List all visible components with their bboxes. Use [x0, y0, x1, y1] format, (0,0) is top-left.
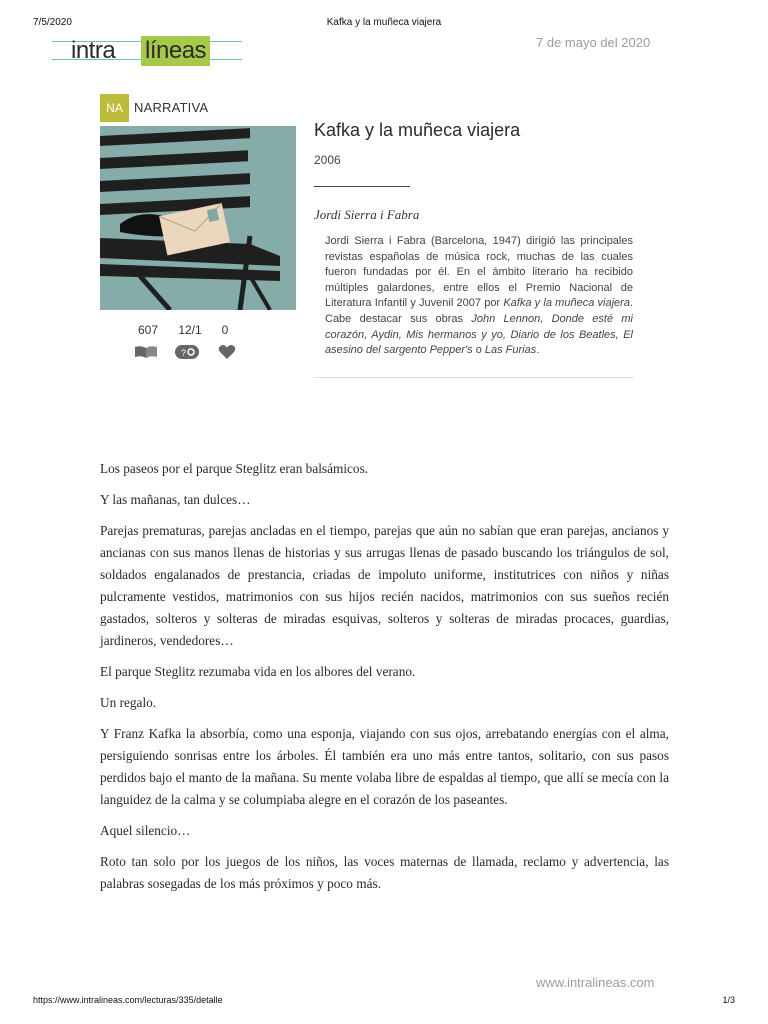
story-paragraph: Los paseos por el parque Steglitz eran balsámicos. — [100, 461, 369, 476]
book-year: 2006 — [314, 153, 341, 167]
bio-divider — [314, 377, 634, 378]
likes-count: 0 — [221, 323, 229, 337]
story-paragraph: Aquel silencio… — [100, 823, 191, 838]
category-label[interactable]: NARRATIVA — [134, 100, 209, 115]
reads-count: 607 — [137, 323, 159, 337]
book-cover-image — [100, 126, 296, 310]
story-paragraph: Y Franz Kafka la absorbía, como una esponja, viajando con sus ojos, arrebatando energías con el alma, persiguiendo sonrisas entre los árboles. Él también era uno más entre tantos, solitario, con sus pasos perdidos bajo el manto de la mañana. Su mente volaba libre de espaldas al tiempo, que allí se mecía con la languidez de la calma y se columpiaba alegre en el corazón de los paseantes. — [100, 726, 669, 807]
site-footer-url[interactable]: www.intralineas.com — [536, 975, 655, 990]
print-page-number: 1/3 — [722, 995, 735, 1005]
story-paragraph: Un regalo. — [100, 695, 157, 710]
svg-text:?: ? — [181, 348, 187, 358]
bio-text: Jordi Sierra i Fabra (Barcelona, 1947) dirigió las principales revistas españolas de música rock, muchas de las cuales fueron fundadas por él. En el ámbito literario ha recibido múltiples galardones, entre ellos el Premio Nacional de Literatura Infantil y Juvenil 2007 por — [325, 235, 633, 310]
book-author[interactable]: Jordi Sierra i Fabra — [314, 207, 420, 222]
publication-date: 7 de mayo del 2020 — [536, 35, 651, 50]
story-paragraph: Parejas prematuras, parejas ancladas en el tiempo, parejas que aún no sabían que eran parejas, ancianos y ancianas con sus manos llenas de historias y sus arrugas llenas de pasado buscando los triángulos de sol, soldados engalanados de prestancia, criadas de impoluto uniforme, institutrices con niños y niñas pulcramente vestidos, matrimonios con sus hijos recién nacidos, matrimonios con sus sueños recién gastados, solteros y solteras de miradas esquivas, solteros y solteras de miradas procaces, guardias, jardineros, vendedores… — [100, 523, 669, 648]
site-logo[interactable] — [52, 36, 242, 66]
author-bio — [325, 234, 633, 359]
bio-text: . Cabe destacar sus obras — [325, 297, 634, 325]
story-paragraph: Y las mañanas, tan dulces… — [100, 492, 251, 507]
title-divider — [314, 186, 410, 187]
story-paragraph: El parque Steglitz rezumaba vida en los albores del verano. — [100, 664, 416, 679]
category-badge: NA — [100, 94, 129, 122]
logo-text-intra: intra — [71, 37, 116, 64]
heart-icon[interactable] — [218, 344, 236, 360]
bio-book-title: Kafka y la muñeca viajera — [503, 297, 630, 310]
print-footer-url: https://www.intralineas.com/lecturas/335/detalle — [33, 995, 223, 1005]
age-badge-icon — [175, 344, 199, 360]
bio-works: John Lennon, Donde esté mi corazón, Aydin, Mis hermanos y yo, Diario de los Beatles, El asesino del sargento Pepper's — [325, 312, 633, 357]
logo-text-lineas: líneas — [141, 36, 210, 66]
age-range: 12/1 — [178, 323, 202, 337]
story-body — [100, 458, 669, 904]
book-title: Kafka y la muñeca viajera — [314, 120, 521, 140]
bio-text: o — [472, 344, 485, 357]
print-header-title: Kafka y la muñeca viajera — [326, 17, 442, 28]
bio-work-last: Las Furias — [484, 344, 537, 357]
bio-text: . — [536, 344, 540, 357]
story-paragraph: Roto tan solo por los juegos de los niños, las voces maternas de llamada, reclamo y advertencia, las palabras sosegadas de los más próximos y poco más. — [100, 854, 669, 891]
open-book-icon — [134, 344, 158, 360]
print-header-date: 7/5/2020 — [33, 17, 72, 28]
